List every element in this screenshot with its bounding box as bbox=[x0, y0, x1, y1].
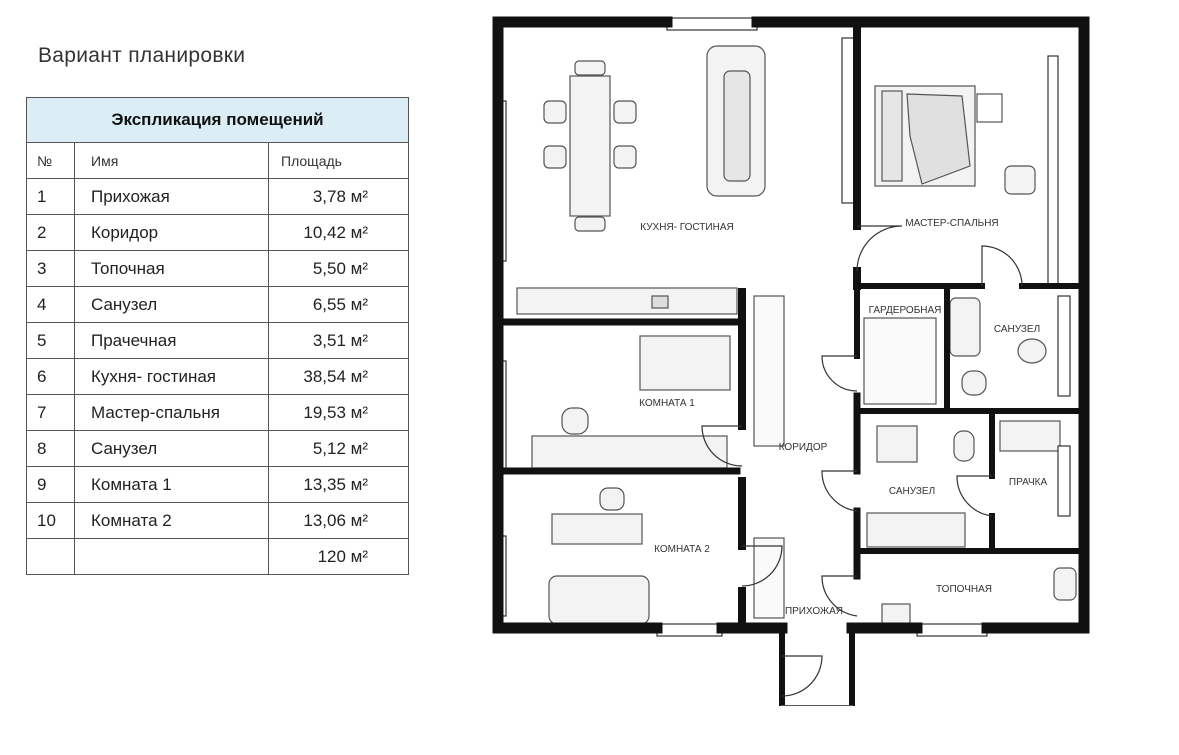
window-icon bbox=[667, 18, 757, 30]
floor-plan bbox=[492, 16, 1092, 706]
window-icon bbox=[1058, 446, 1070, 516]
row-area: 3,51 м² bbox=[269, 323, 409, 359]
table-row bbox=[27, 359, 409, 395]
armchair-icon bbox=[1005, 166, 1035, 194]
desk-icon bbox=[532, 436, 727, 468]
table-row bbox=[27, 467, 409, 503]
kitchen-counter-icon bbox=[517, 288, 737, 314]
table-row bbox=[27, 431, 409, 467]
table-total-row bbox=[27, 539, 409, 575]
office-chair-icon bbox=[600, 488, 624, 510]
table-column-headers bbox=[27, 143, 409, 179]
row-num: 6 bbox=[27, 359, 75, 395]
room-label-bath-master: САНУЗЕЛ bbox=[993, 324, 1041, 335]
boiler-icon bbox=[1054, 568, 1076, 600]
row-area: 5,50 м² bbox=[269, 251, 409, 287]
toilet-icon bbox=[962, 371, 986, 395]
row-name: Прачечная bbox=[75, 323, 269, 359]
row-name: Коридор bbox=[75, 215, 269, 251]
sink-icon bbox=[877, 426, 917, 462]
row-area: 13,35 м² bbox=[269, 467, 409, 503]
coat-rack-icon bbox=[754, 538, 784, 618]
row-num: 9 bbox=[27, 467, 75, 503]
row-num: 4 bbox=[27, 287, 75, 323]
row-area: 3,78 м² bbox=[269, 179, 409, 215]
door-icon bbox=[822, 356, 857, 391]
row-num: 3 bbox=[27, 251, 75, 287]
toilet-icon bbox=[954, 431, 974, 461]
room-label-room1: КОМНАТА 1 bbox=[639, 398, 695, 409]
row-name: Кухня- гостиная bbox=[75, 359, 269, 395]
window-icon bbox=[657, 624, 722, 636]
row-num: 8 bbox=[27, 431, 75, 467]
row-area: 10,42 м² bbox=[269, 215, 409, 251]
door-icon bbox=[957, 476, 992, 516]
col-num-header: № bbox=[27, 143, 75, 179]
table-row bbox=[27, 179, 409, 215]
room-label-kitchen: КУХНЯ- ГОСТИНАЯ bbox=[640, 222, 734, 233]
window-icon bbox=[917, 624, 987, 636]
room-explication-table bbox=[26, 97, 409, 575]
row-name: Мастер-спальня bbox=[75, 395, 269, 431]
row-area: 5,12 м² bbox=[269, 431, 409, 467]
door-icon bbox=[857, 226, 902, 271]
door-icon bbox=[822, 471, 857, 511]
page-title: Вариант планировки bbox=[38, 44, 246, 67]
row-name: Санузел bbox=[75, 431, 269, 467]
office-chair-icon bbox=[562, 408, 588, 434]
row-num: 10 bbox=[27, 503, 75, 539]
room-labels bbox=[639, 218, 1047, 617]
table-row bbox=[27, 215, 409, 251]
room-label-boiler: ТОПОЧНАЯ bbox=[936, 584, 992, 595]
col-area-header: Площадь bbox=[269, 143, 409, 179]
row-name: Топочная bbox=[75, 251, 269, 287]
window-icon bbox=[842, 38, 854, 203]
row-area: 13,06 м² bbox=[269, 503, 409, 539]
col-name-header: Имя bbox=[75, 143, 269, 179]
room-label-laundry: ПРАЧКА bbox=[1008, 477, 1048, 488]
window-icon bbox=[1058, 296, 1070, 396]
washing-machine-icon bbox=[1000, 421, 1060, 451]
row-num: 1 bbox=[27, 179, 75, 215]
row-name: Санузел bbox=[75, 287, 269, 323]
room-label-master: МАСТЕР-СПАЛЬНЯ bbox=[905, 218, 999, 229]
table-row bbox=[27, 323, 409, 359]
table-row bbox=[27, 251, 409, 287]
wardrobe-icon bbox=[864, 318, 936, 404]
row-num: 2 bbox=[27, 215, 75, 251]
bathtub-icon bbox=[950, 298, 980, 356]
desk-room2-icon bbox=[552, 514, 642, 544]
row-area: 38,54 м² bbox=[269, 359, 409, 395]
room-label-bath: САНУЗЕЛ bbox=[888, 486, 936, 497]
row-name: Комната 2 bbox=[75, 503, 269, 539]
table-heading: Экспликация помещений bbox=[27, 98, 409, 143]
row-name: Прихожая bbox=[75, 179, 269, 215]
table-row bbox=[27, 287, 409, 323]
row-area: 19,53 м² bbox=[269, 395, 409, 431]
room-label-entrance: ПРИХОЖАЯ bbox=[784, 606, 844, 617]
entrance-door-icon bbox=[782, 656, 822, 696]
door-icon bbox=[982, 246, 1022, 286]
row-num: 7 bbox=[27, 395, 75, 431]
counter-icon bbox=[867, 513, 965, 547]
bed-room1-icon bbox=[640, 336, 730, 390]
sink-icon bbox=[1018, 339, 1046, 363]
total-area: 120 м² bbox=[269, 539, 409, 575]
sofa-room2-icon bbox=[549, 576, 649, 624]
row-area: 6,55 м² bbox=[269, 287, 409, 323]
room-label-corridor: КОРИДОР bbox=[778, 442, 828, 453]
dining-table-icon bbox=[570, 76, 610, 216]
table-row bbox=[27, 395, 409, 431]
corridor-wardrobe-icon bbox=[754, 296, 784, 446]
room-label-room2: КОМНАТА 2 bbox=[654, 544, 710, 555]
row-num: 5 bbox=[27, 323, 75, 359]
window-icon bbox=[1048, 56, 1058, 286]
table-row bbox=[27, 503, 409, 539]
row-name: Комната 1 bbox=[75, 467, 269, 503]
room-label-wardrobe: ГАРДЕРОБНАЯ bbox=[868, 305, 942, 316]
